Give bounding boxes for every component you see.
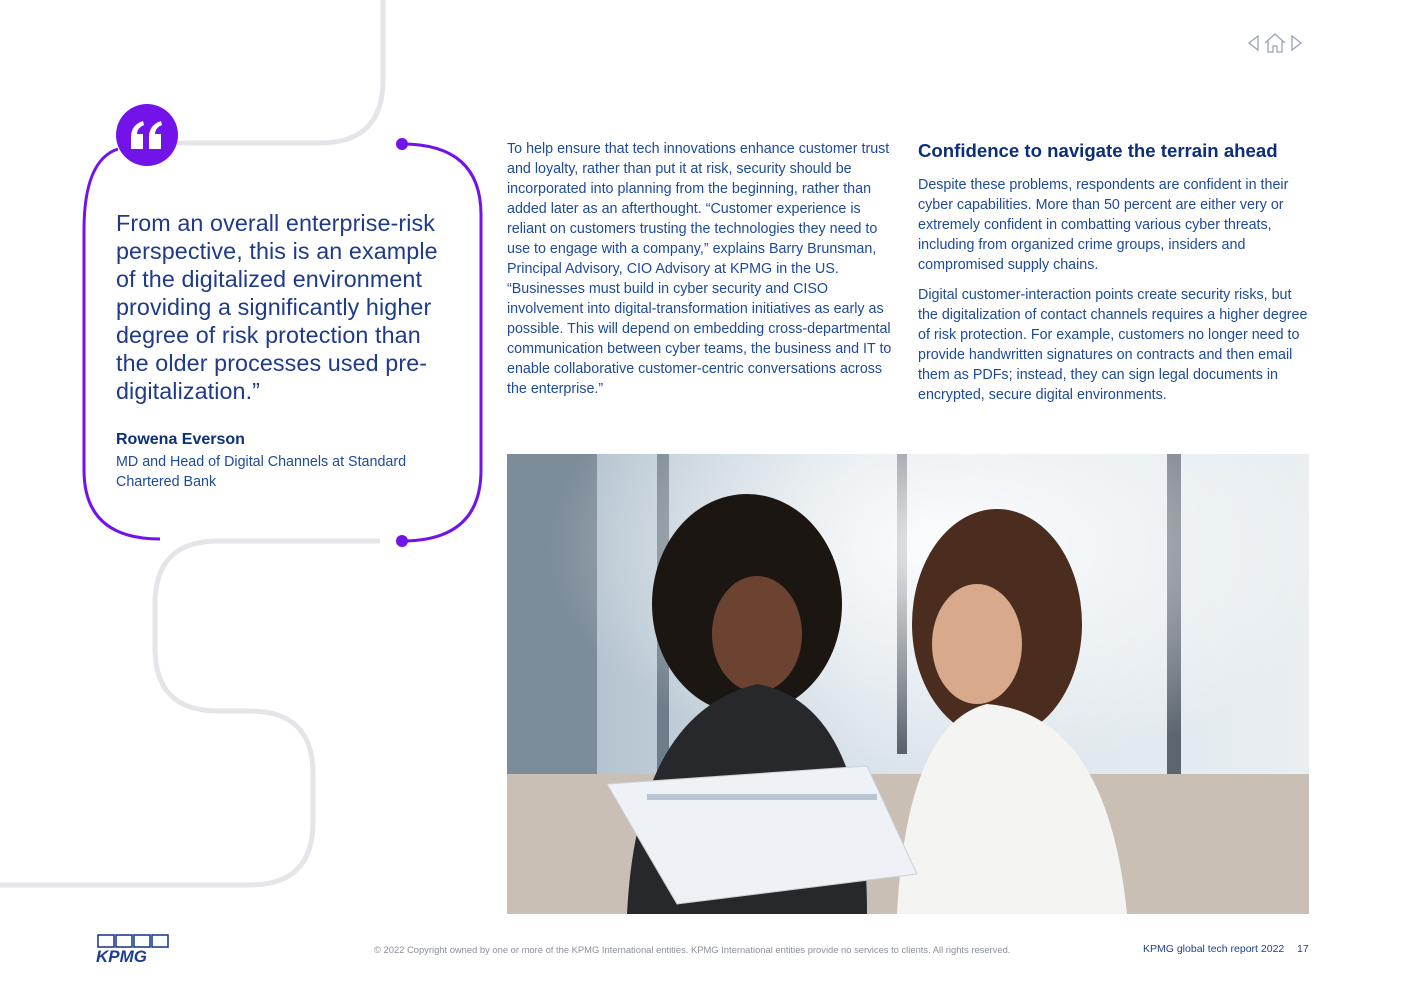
pull-quote: From an overall enterprise-risk perspective, this is an example of the digitalized environment providing a significantly higher degree of risk protection than the older processes used pre-digitalization.”: [116, 210, 438, 404]
photo-two-women-reviewing-document: [507, 454, 1309, 914]
body-column-right: [918, 139, 1313, 415]
home-icon[interactable]: [1262, 32, 1288, 54]
report-title: KPMG global tech report 2022: [1143, 943, 1285, 955]
body-paragraph: Despite these problems, respondents are confident in their cyber capabilities. More than 50 percent are either very or extremely confident in combatting various cyber threats, including from organized crime groups, insiders and compromised supply chains.: [918, 177, 1289, 273]
section-heading: Confidence to navigate the terrain ahead: [918, 140, 1278, 161]
page-number: 17: [1297, 943, 1309, 955]
body-paragraph: To help ensure that tech innovations enhance customer trust and loyalty, rather than put it at risk, security should be incorporated into planning from the beginning, rather than added later as an afterthought. “Customer experience is reliant on customers trusting the technologies they need to use to engage with a company,” explains Barry Brunsman, Principal Advisory, CIO Advisory at KPMG in the US. “Businesses must build in cyber security and CISO involvement into digital-transformation initiatives as early as possible. This will depend on embedding cross-departmental communication between cyber teams, the business and IT to enable collaborative customer-centric conversations across the enterprise.”: [507, 141, 892, 397]
previous-page-icon[interactable]: [1246, 34, 1260, 52]
quote-author-role: MD and Head of Digital Channels at Standard Chartered Bank: [116, 454, 407, 490]
kpmg-logo: [96, 934, 170, 969]
copyright-notice: © 2022 Copyright owned by one or more of the KPMG International entities. KPMG International entities provide no services to clients. All rights reserved.: [374, 944, 1011, 955]
quote-author-name: Rowena Everson: [116, 431, 245, 448]
body-paragraph: Digital customer-interaction points create security risks, but the digitalization of contact channels requires a higher degree of risk protection. For example, customers no longer need to provide handwritten signatures on contracts and then email them as PDFs; instead, they can sign legal documents in encrypted, secure digital environments.: [918, 287, 1308, 403]
next-page-icon[interactable]: [1290, 34, 1304, 52]
quote-mark-icon: [116, 104, 178, 166]
body-column-left: [507, 139, 895, 409]
page-navigation: [1246, 32, 1304, 54]
svg-text:KPMG: KPMG: [96, 947, 147, 964]
